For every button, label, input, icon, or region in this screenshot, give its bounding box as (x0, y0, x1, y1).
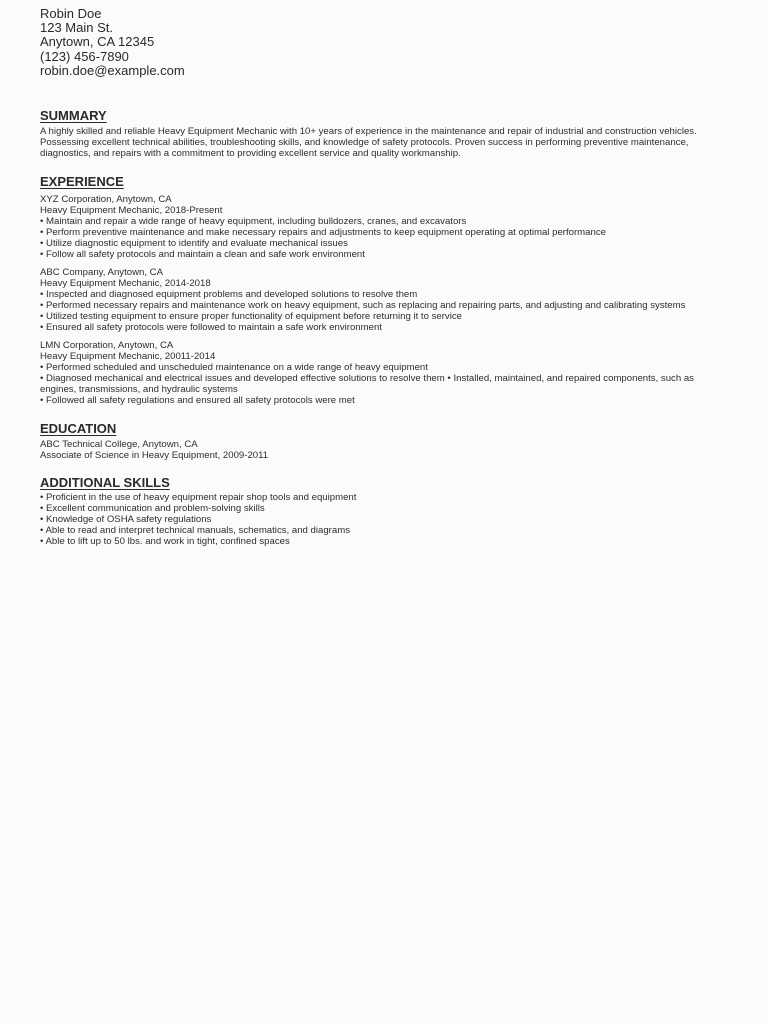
job-bullets (40, 289, 728, 333)
skills-list (40, 492, 728, 547)
job-entry-xyz (40, 194, 728, 260)
education-block (40, 439, 728, 461)
job-role: Heavy Equipment Mechanic, 2018-Present (40, 205, 223, 217)
job-bullet: • Follow all safety protocols and maintain a clean and safe work environment (40, 249, 365, 261)
contact-block (40, 7, 728, 78)
job-bullet: • Performed scheduled and unscheduled maintenance on a wide range of heavy equipment (40, 362, 428, 374)
summary-text: A highly skilled and reliable Heavy Equipment Mechanic with 10+ years of experience in the maintenance and repair of industrial and construction vehicles. Possessing excellent technical abilities, troubleshooting skills, and knowledge of safety protocols. Proven success in performing preventive maintenance, diagnostics, and repairs with a commitment to providing excellent service and quality workmanship. (40, 126, 697, 160)
skill-item: • Able to lift up to 50 lbs. and work in tight, confined spaces (40, 536, 290, 548)
job-role: Heavy Equipment Mechanic, 20011-2014 (40, 351, 216, 363)
job-bullet: • Utilized testing equipment to ensure proper functionality of equipment before returning it to service (40, 311, 462, 323)
education-school: ABC Technical College, Anytown, CA (40, 439, 198, 451)
skills-heading: ADDITIONAL SKILLS (40, 475, 170, 491)
job-entry-lmn (40, 340, 728, 406)
job-company: LMN Corporation, Anytown, CA (40, 340, 174, 352)
contact-city: Anytown, CA 12345 (40, 34, 155, 50)
job-company: ABC Company, Anytown, CA (40, 267, 163, 279)
contact-address: 123 Main St. (40, 20, 113, 36)
contact-name: Robin Doe (40, 6, 102, 21)
job-bullets (40, 362, 728, 406)
job-bullet: • Inspected and diagnosed equipment problems and developed solutions to resolve them (40, 289, 418, 301)
contact-phone: (123) 456-7890 (40, 48, 129, 64)
job-role: Heavy Equipment Mechanic, 2014-2018 (40, 278, 211, 290)
experience-heading: EXPERIENCE (40, 174, 124, 190)
job-bullet: • Diagnosed mechanical and electrical issues and developed effective solutions to resolve them • Installed, maintained, and repaired components, such as engines, transmissions, and hydraulic systems (40, 373, 694, 396)
job-entry-abc (40, 267, 728, 333)
job-bullet: • Maintain and repair a wide range of heavy equipment, including bulldozers, cranes, and excavators (40, 216, 467, 228)
education-heading: EDUCATION (40, 421, 117, 437)
skill-item: • Excellent communication and problem-solving skills (40, 503, 265, 515)
job-bullet: • Utilize diagnostic equipment to identify and evaluate mechanical issues (40, 238, 348, 250)
summary-heading: SUMMARY (40, 108, 107, 124)
job-bullet: • Ensured all safety protocols were followed to maintain a safe work environment (40, 322, 382, 334)
skill-item: • Knowledge of OSHA safety regulations (40, 514, 212, 526)
contact-email: robin.doe@example.com (40, 62, 185, 78)
education-degree: Associate of Science in Heavy Equipment, 2009-2011 (40, 450, 269, 462)
job-bullet: • Performed necessary repairs and maintenance work on heavy equipment, such as replacing and repairing parts, and adjusting and calibrating systems (40, 300, 686, 312)
skill-item: • Able to read and interpret technical manuals, schematics, and diagrams (40, 525, 350, 537)
job-bullet: • Perform preventive maintenance and make necessary repairs and adjustments to keep equipment operating at optimal performance (40, 227, 606, 239)
job-bullets (40, 216, 728, 260)
job-bullet: • Followed all safety regulations and ensured all safety protocols were met (40, 395, 355, 407)
job-company: XYZ Corporation, Anytown, CA (40, 194, 172, 206)
skill-item: • Proficient in the use of heavy equipment repair shop tools and equipment (40, 492, 357, 504)
